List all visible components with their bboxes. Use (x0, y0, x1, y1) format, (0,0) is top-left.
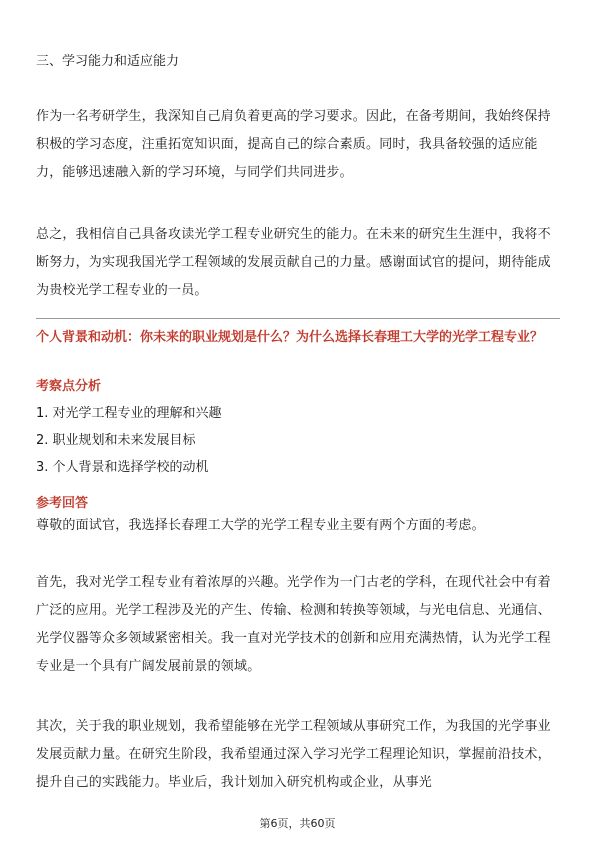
section-heading: 三、学习能力和适应能力 (36, 54, 180, 69)
analysis-item: 2. 职业规划和未来发展目标 (36, 433, 196, 448)
analysis-label: 考察点分析 (36, 379, 102, 394)
document-page (36, 0, 562, 842)
analysis-item: 1. 对光学工程专业的理解和兴趣 (36, 406, 222, 421)
answer-label: 参考回答 (36, 496, 89, 511)
paragraph-conclusion: 总之，我相信自己具备攻读光学工程专业研究生的能力。在未来的研究生生涯中，我将不断努力，为实现我国光学工程领域的发展贡献自己的力量。感谢面试官的提问，期待能成为贵校光学工程专业的一员。 (36, 227, 551, 298)
analysis-item: 3. 个人背景和选择学校的动机 (36, 460, 209, 475)
answer-paragraph-career: 其次，关于我的职业规划，我希望能够在光学工程领域从事研究工作，为我国的光学事业发展贡献力量。在研究生阶段，我希望通过深入学习光学工程理论知识，掌握前沿技术，提升自己的实践能力。毕业后，我计划加入研究机构或企业，从事光 (36, 719, 551, 790)
section-divider (36, 318, 560, 319)
page-number-footer: 第6页，共60页 (259, 817, 336, 830)
answer-paragraph-greeting: 尊敬的面试官，我选择长春理工大学的光学工程专业主要有两个方面的考虑。 (36, 518, 485, 533)
answer-paragraph-interest: 首先，我对光学工程专业有着浓厚的兴趣。光学作为一门古老的学科，在现代社会中有着广泛的应用。光学工程涉及光的产生、传输、检测和转换等领域，与光电信息、光通信、光学仪器等众多领域紧密相关。我一直对光学技术的创新和应用充满热情，认为光学工程专业是一个具有广阔发展前景的领域。 (36, 575, 551, 674)
paragraph-study-ability: 作为一名考研学生，我深知自己肩负着更高的学习要求。因此，在备考期间，我始终保持积极的学习态度，注重拓宽知识面，提高自己的综合素质。同时，我具备较强的适应能力，能够迅速融入新的学习环境，与同学们共同进步。 (36, 109, 551, 180)
interview-question: 个人背景和动机：你未来的职业规划是什么？为什么选择长春理工大学的光学工程专业？ (36, 330, 544, 345)
